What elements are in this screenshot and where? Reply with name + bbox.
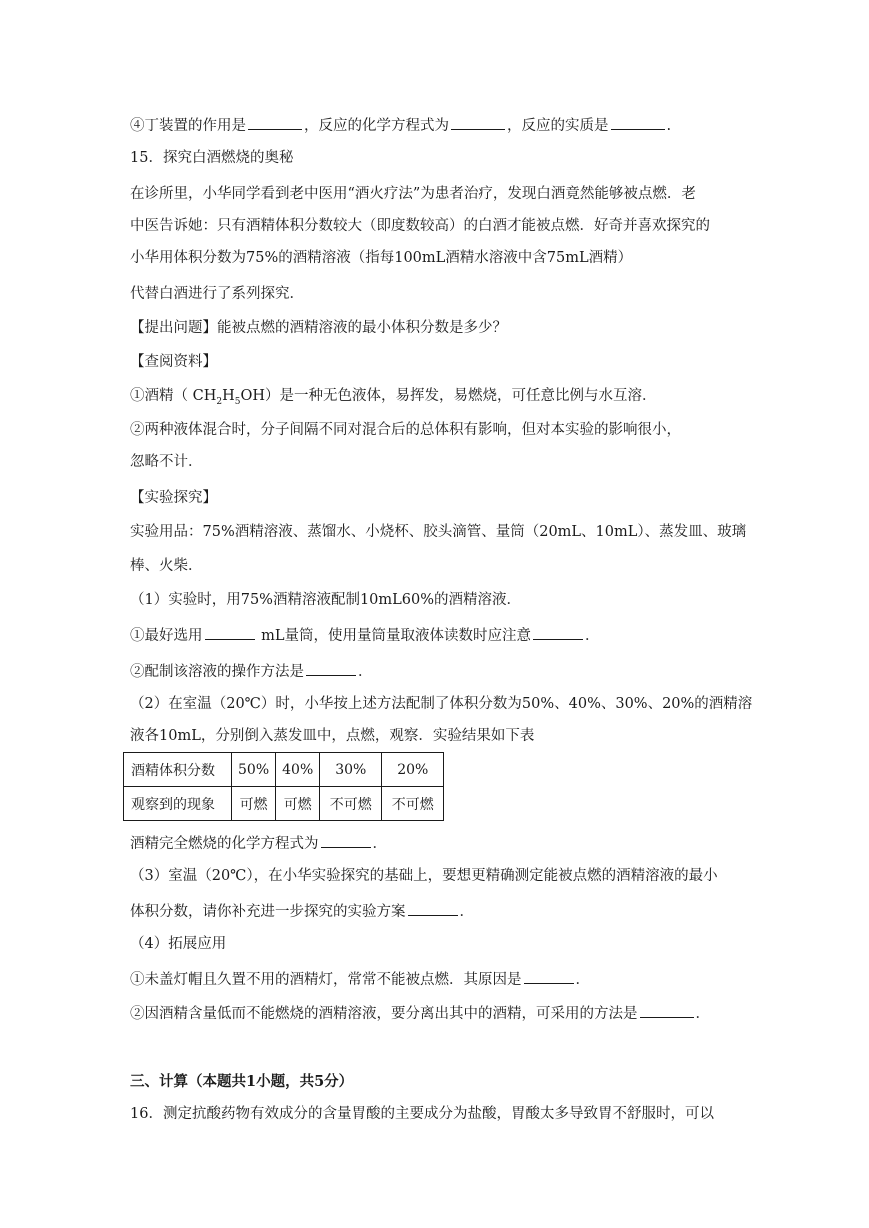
step-1: （1）实验时，用75%酒精溶液配制10mL60%的酒精溶液．: [130, 592, 522, 608]
answer-blank[interactable]: [248, 114, 302, 130]
q15-intro-4: 代替白酒进行了系列探究．: [130, 286, 304, 302]
step-4b: ②因酒精含量低而不能燃烧的酒精溶液，要分离出其中的酒精，可采用的方法是 ．: [130, 1002, 710, 1024]
step-2-line-2: 液各10mL，分别倒入蒸发皿中，点燃，观察．实验结果如下表: [130, 728, 535, 744]
table-row: [124, 753, 444, 787]
step-3-line-2: 体积分数，请你补充进一步探究的实验方案 ．: [130, 900, 474, 922]
step-3-line-1: （3）室温（20℃），在小华实验探究的基础上，要想更精确测定能被点燃的酒精溶液的最小: [130, 868, 718, 884]
table-cell: 观察到的现象: [124, 787, 232, 821]
info-item-1: ①酒精（ $CH_2H_5OH$）是一种无色液体，易挥发，易燃烧，可任意比例与水互溶．: [130, 388, 657, 407]
step-1a: ①最好选用 mL量筒，使用量筒量取液体读数时应注意 ．: [130, 624, 600, 646]
q14-part4: ④丁装置的作用是 ，反应的化学方程式为 ，反应的实质是 .: [130, 114, 671, 136]
materials-2: 棒、火柴．: [130, 558, 203, 574]
answer-blank[interactable]: [408, 900, 458, 916]
q15-title: 15．探究白酒燃烧的奥秘: [130, 150, 294, 166]
table-row: [124, 787, 444, 821]
table-cell: 酒精体积分数: [124, 753, 232, 787]
table-cell: 20%: [382, 753, 444, 787]
section-3-heading: 三、计算（本题共1小题，共5分）: [130, 1073, 354, 1090]
answer-blank[interactable]: [524, 968, 574, 984]
answer-blank[interactable]: [321, 832, 371, 848]
q16-text: 16．测定抗酸药物有效成分的含量胃酸的主要成分为盐酸，胃酸太多导致胃不舒服时，可以: [130, 1106, 714, 1122]
table-cell: 50%: [232, 753, 276, 787]
q15-intro-1: 在诊所里，小华同学看到老中医用“酒火疗法”为患者治疗，发现白酒竟然能够被点燃．老: [130, 186, 696, 202]
materials-1: 实验用品：75%酒精溶液、蒸馏水、小烧杯、胶头滴管、量筒（20mL、10mL）、蒸发皿、玻璃: [130, 524, 747, 540]
answer-blank[interactable]: [533, 624, 583, 640]
answer-blank[interactable]: [451, 114, 505, 130]
table-cell: 40%: [276, 753, 320, 787]
table-cell: 可燃: [276, 787, 320, 821]
info-item-3: 忽略不计．: [130, 454, 203, 470]
answer-blank[interactable]: [306, 660, 356, 676]
experiment-heading: 【实验探究】: [130, 490, 217, 506]
results-table: [123, 752, 444, 821]
table-cell: 不可燃: [320, 787, 382, 821]
table-cell: 不可燃: [382, 787, 444, 821]
step-4a: ①未盖灯帽且久置不用的酒精灯，常常不能被点燃．其原因是 ．: [130, 968, 590, 990]
answer-blank[interactable]: [640, 1002, 694, 1018]
table-cell: 可燃: [232, 787, 276, 821]
step-1b: ②配制该溶液的操作方法是 ．: [130, 660, 373, 682]
question-heading: 【提出问题】能被点燃的酒精溶液的最小体积分数是多少？: [130, 320, 507, 336]
q15-intro-3: 小华用体积分数为75%的酒精溶液（指每100mL酒精水溶液中含75mL酒精）: [130, 250, 633, 266]
combustion-equation-line: 酒精完全燃烧的化学方程式为 ．: [130, 832, 387, 854]
q15-intro-2: 中医告诉她：只有酒精体积分数较大（即度数较高）的白酒才能被点燃．好奇并喜欢探究的: [130, 218, 710, 234]
answer-blank[interactable]: [611, 114, 665, 130]
table-cell: 30%: [320, 753, 382, 787]
answer-blank[interactable]: [205, 624, 255, 640]
step-4: （4）拓展应用: [130, 936, 227, 952]
step-2-line-1: （2）在室温（20℃）时，小华按上述方法配制了体积分数为50%、40%、30%、20%的酒精溶: [130, 696, 753, 712]
info-heading: 【查阅资料】: [130, 354, 217, 370]
info-item-2: ②两种液体混合时，分子间隔不同对混合后的总体积有影响，但对本实验的影响很小，: [130, 422, 681, 438]
